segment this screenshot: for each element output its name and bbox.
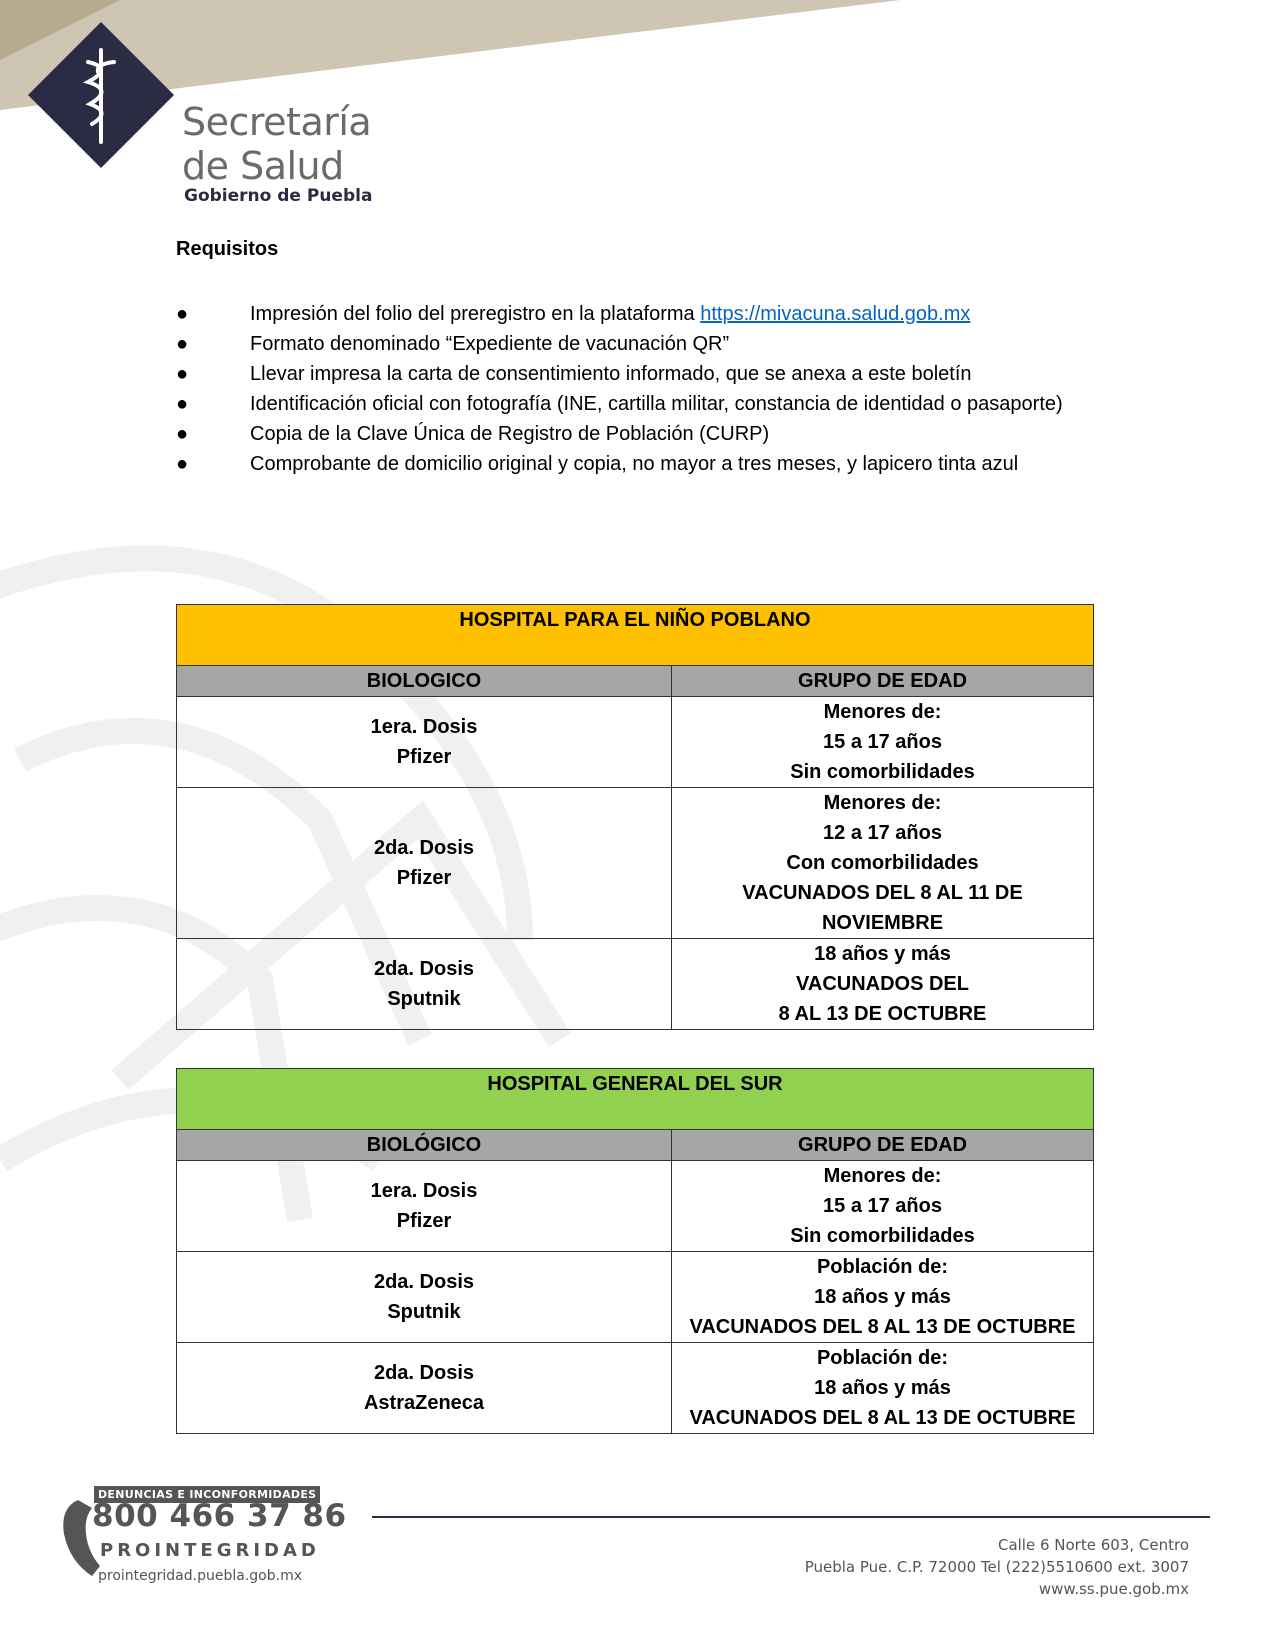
table-row <box>177 939 1094 1030</box>
table-row <box>177 1343 1094 1434</box>
age-cell <box>672 1343 1094 1434</box>
item-text: Llevar impresa la carta de consentimiento informado, que se anexa a este boletín <box>250 363 972 385</box>
cell-line: 15 a 17 años <box>823 731 942 753</box>
platform-link[interactable]: https://mivacuna.salud.gob.mx <box>700 303 971 325</box>
requirements-list <box>176 299 1094 479</box>
brand-line-2: de Salud <box>182 144 344 188</box>
brand-line-1: Secretaría <box>182 100 372 144</box>
cell-line: 1era. Dosis <box>370 1180 478 1202</box>
address-line: Calle 6 Norte 603, Centro <box>997 1536 1189 1554</box>
cell-line: VACUNADOS DEL <box>796 973 969 995</box>
program-url[interactable]: prointegridad.puebla.gob.mx <box>98 1568 302 1584</box>
column-header-grupo-edad: GRUPO DE EDAD <box>672 666 1094 697</box>
cell-line: 2da. Dosis <box>373 958 475 980</box>
age-cell <box>672 697 1094 788</box>
table-row <box>177 1161 1094 1252</box>
list-item <box>176 449 1094 479</box>
cell-line: VACUNADOS DEL 8 AL 11 DE <box>742 882 1023 904</box>
table-row <box>177 697 1094 788</box>
website-link[interactable]: www.ss.pue.gob.mx <box>1038 1580 1189 1598</box>
cell-line: Menores de: <box>823 792 942 814</box>
brand-subtitle: Gobierno de Puebla <box>184 186 373 206</box>
table-row <box>177 1252 1094 1343</box>
age-cell <box>672 1252 1094 1343</box>
hotline-number: 800 466 37 86 <box>92 1498 347 1534</box>
hospital-table-nino-poblano <box>176 604 1094 1030</box>
hospital-title: HOSPITAL PARA EL NIÑO POBLANO <box>177 605 1094 666</box>
cell-line: Sin comorbilidades <box>790 1225 975 1247</box>
hospital-table-general-sur <box>176 1068 1094 1434</box>
bullet-icon: ● <box>176 333 189 355</box>
requirements-section <box>176 238 1094 479</box>
list-item <box>176 389 1094 419</box>
cell-line: 1era. Dosis <box>370 716 478 738</box>
item-text: Copia de la Clave Única de Registro de Población (CURP) <box>250 423 770 445</box>
cell-line: 2da. Dosis <box>373 1271 475 1293</box>
program-name: PROINTEGRIDAD <box>100 1540 320 1561</box>
bio-cell <box>177 788 672 939</box>
cell-line: Menores de: <box>823 1165 942 1187</box>
bullet-icon: ● <box>176 303 189 325</box>
cell-line: Con comorbilidades <box>786 852 979 874</box>
bullet-icon: ● <box>176 363 189 385</box>
bio-cell <box>177 1343 672 1434</box>
brand-title <box>182 100 371 188</box>
complaints-badge: DENUNCIAS E INCONFORMIDADES <box>94 1486 320 1503</box>
cell-line: VACUNADOS DEL 8 AL 13 DE OCTUBRE <box>689 1407 1076 1429</box>
cell-line: 15 a 17 años <box>823 1195 942 1217</box>
cell-line: 2da. Dosis <box>373 1362 475 1384</box>
list-item <box>176 419 1094 449</box>
age-cell <box>672 939 1094 1030</box>
bullet-icon: ● <box>176 423 189 445</box>
age-cell <box>672 1161 1094 1252</box>
cell-line: Población de: <box>816 1347 949 1369</box>
list-item <box>176 299 1094 329</box>
footer-divider <box>372 1516 1210 1518</box>
cell-line: VACUNADOS DEL 8 AL 13 DE OCTUBRE <box>689 1316 1076 1338</box>
list-item <box>176 359 1094 389</box>
cell-line: AstraZeneca <box>363 1392 485 1414</box>
cell-line: 2da. Dosis <box>373 837 475 859</box>
hospital-title: HOSPITAL GENERAL DEL SUR <box>177 1069 1094 1130</box>
cell-line: Pfizer <box>396 867 452 889</box>
cell-line: 12 a 17 años <box>823 822 942 844</box>
address-block <box>805 1534 1189 1600</box>
cell-line: Pfizer <box>396 746 452 768</box>
column-header-biologico: BIOLÓGICO <box>177 1130 672 1161</box>
table-row <box>177 788 1094 939</box>
logo-diamond <box>26 20 176 170</box>
bio-cell <box>177 1252 672 1343</box>
column-header-grupo-edad: GRUPO DE EDAD <box>672 1130 1094 1161</box>
cell-line: NOVIEMBRE <box>821 912 944 934</box>
item-text: Formato denominado “Expediente de vacunación QR” <box>250 333 730 355</box>
bio-cell <box>177 697 672 788</box>
address-line: Puebla Pue. C.P. 72000 Tel (222)5510600 ext. 3007 <box>804 1558 1189 1576</box>
cell-line: 8 AL 13 DE OCTUBRE <box>778 1003 987 1025</box>
cell-line: Sputnik <box>387 1301 461 1323</box>
item-text: Comprobante de domicilio original y copia, no mayor a tres meses, y lapicero tinta azul <box>250 453 1019 475</box>
bullet-icon: ● <box>176 393 189 415</box>
cell-line: 18 años y más <box>814 943 951 965</box>
cell-line: 18 años y más <box>814 1377 951 1399</box>
bio-cell <box>177 939 672 1030</box>
cell-line: 18 años y más <box>814 1286 951 1308</box>
cell-line: Sin comorbilidades <box>790 761 975 783</box>
bullet-icon: ● <box>176 453 189 475</box>
item-text: Identificación oficial con fotografía (INE, cartilla militar, constancia de identidad o pasaporte) <box>250 393 1063 415</box>
column-header-biologico: BIOLOGICO <box>177 666 672 697</box>
cell-line: Menores de: <box>823 701 942 723</box>
cell-line: Población de: <box>816 1256 949 1278</box>
cell-line: Sputnik <box>387 988 461 1010</box>
list-item <box>176 329 1094 359</box>
item-text: Impresión del folio del preregistro en la plataforma <box>250 303 701 325</box>
bio-cell <box>177 1161 672 1252</box>
cell-line: Pfizer <box>396 1210 452 1232</box>
section-title: Requisitos <box>176 238 279 260</box>
age-cell <box>672 788 1094 939</box>
